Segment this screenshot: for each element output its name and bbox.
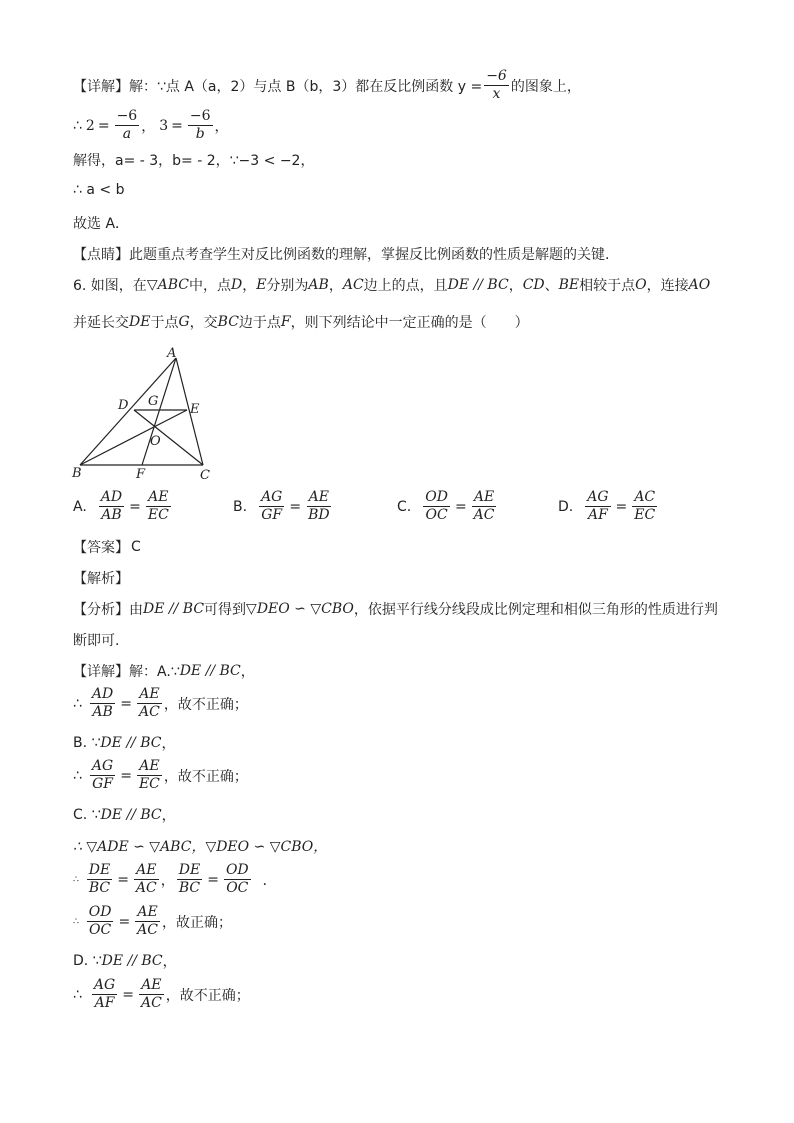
numerator: AE (136, 862, 157, 878)
text: 分别为 (266, 278, 309, 294)
text: ，则下列结论中一定正确的是（ ） (290, 315, 529, 331)
comment-line (73, 244, 609, 264)
fraction (90, 686, 115, 721)
text: ， (141, 118, 156, 135)
text: ， (161, 736, 176, 752)
denominator: AC (139, 704, 160, 720)
text: ， (214, 118, 229, 135)
denominator: BD (308, 507, 330, 523)
denominator: AF (587, 507, 608, 523)
detail-a-conclusion: ∴ $\frac{AD}{AB}$ = $\frac{AE}{AC}$ ，故不正确； (73, 686, 248, 720)
denominator: AC (135, 880, 157, 896)
therefore-symbol: ∴ (73, 916, 79, 927)
text: 边于点 (238, 315, 281, 331)
lhs: 2 (85, 117, 95, 134)
math: DE // BC (179, 663, 241, 679)
numerator: AG (587, 489, 609, 505)
therefore-symbol: ∴ (73, 767, 82, 784)
denominator: EC (147, 507, 169, 523)
text: ， (242, 278, 257, 294)
lhs: 3 (159, 117, 169, 134)
fraction (90, 758, 115, 793)
math: DE // BC (447, 277, 509, 293)
text: ，依据平行线分线段成比例定理和相似三角形的性质进行判 (353, 602, 718, 618)
detail-line-1 (73, 68, 581, 103)
text: ， (328, 278, 343, 294)
numerator: AE (473, 489, 495, 505)
text: ，连接 (646, 278, 689, 294)
detail-line-3: 解得，a= - 3，b= - 2，∵−3 < −2， (73, 153, 315, 169)
fraction (92, 977, 117, 1012)
math: F (280, 314, 291, 330)
numerator: −6 (116, 108, 138, 124)
label-A: A (167, 346, 177, 361)
text: ， (161, 808, 176, 824)
math: CD (522, 277, 545, 293)
denominator: BC (178, 880, 201, 896)
analysis-line-1 (73, 599, 718, 619)
denominator: OC (425, 507, 448, 523)
math: ▽ABC (146, 277, 189, 293)
section-tag: 【答案】 (73, 540, 129, 556)
numerator: DE (88, 862, 111, 878)
math: BC (217, 314, 239, 330)
math: AB (308, 277, 329, 293)
label-E: E (190, 402, 200, 417)
text: ，故不正确； (165, 987, 250, 1004)
detail-c-premise (73, 805, 176, 825)
fraction (99, 489, 124, 524)
detail-d-conclusion: ∴ $\frac{AG}{AF}$ = $\frac{AE}{AC}$ ，故不正确； (73, 977, 250, 1011)
numerator: AE (148, 489, 169, 505)
denominator: AF (94, 995, 115, 1011)
text: ，交 (189, 315, 218, 331)
option-letter: C. (397, 498, 412, 515)
text: 并延长交 (73, 315, 129, 331)
label-C: C (200, 468, 210, 483)
triangle-figure (70, 343, 230, 483)
question-line-1 (73, 275, 710, 295)
text: ，故不正确； (163, 696, 248, 713)
fraction (188, 108, 213, 143)
numerator: AG (91, 758, 114, 774)
analysis-line-2: 断即可. (73, 633, 120, 649)
numerator: AD (91, 686, 114, 702)
section-tag: 【点睛】 (73, 247, 129, 263)
detail-d-premise (73, 951, 177, 971)
numerator: AE (141, 977, 162, 993)
text: ， (160, 872, 175, 889)
therefore-symbol: ∴ (73, 986, 82, 1003)
numerator: AG (93, 977, 116, 993)
text: 于点 (150, 315, 179, 331)
math: AO (688, 277, 711, 293)
denominator: OC (88, 922, 112, 938)
detail-b-conclusion: ∴ $\frac{AG}{GF}$ = $\frac{AE}{EC}$ ，故不正确； (73, 758, 248, 792)
detail-b-premise (73, 733, 175, 753)
numerator: −6 (189, 108, 211, 124)
denominator: GF (261, 507, 283, 523)
text: ． (262, 872, 277, 889)
text: 解：∵点 A（a，2）与点 B（b，3）都在反比例函数 y = (129, 78, 483, 95)
detail-c-similarity (73, 836, 327, 856)
math: DE (129, 314, 151, 330)
text: 边上的点，且 (363, 278, 448, 294)
fraction (139, 977, 164, 1012)
option-c[interactable]: C. $\frac{OD}{OC}$ = $\frac{AE}{AC}$ (397, 489, 495, 523)
denominator: AC (137, 922, 158, 938)
math: DE // BC (143, 601, 205, 617)
denominator: BC (88, 880, 111, 896)
fraction (224, 862, 251, 897)
math: AC (342, 277, 364, 293)
numerator: OD (425, 489, 448, 505)
text: ， (162, 954, 177, 970)
numerator: AD (100, 489, 123, 505)
math: O (635, 277, 647, 293)
section-tag: 【详解】 (73, 664, 129, 680)
answer-value: C (131, 539, 141, 555)
denominator: GF (92, 776, 114, 792)
numerator: AE (139, 758, 160, 774)
option-b[interactable]: B. $\frac{AG}{GF}$ = $\frac{AE}{BD}$ (233, 489, 330, 523)
text: 相较于点 (579, 278, 636, 294)
numerator: DE (178, 862, 201, 878)
fraction (134, 862, 159, 897)
fraction (585, 489, 610, 524)
answer-line (73, 537, 141, 557)
fraction (423, 489, 450, 524)
segment-BE (80, 410, 187, 465)
denominator: EC (138, 776, 160, 792)
math: BE (558, 277, 580, 293)
label-O: O (150, 434, 161, 449)
text: ， (508, 278, 523, 294)
text: 解：A.∵ (129, 664, 180, 680)
fraction (115, 108, 140, 143)
fraction (259, 489, 284, 524)
jiexi-line: 【解析】 (73, 571, 129, 587)
fraction (306, 489, 332, 524)
text: 此题重点考查学生对反比例函数的理解，掌握反比例函数的性质是解题的关键. (129, 247, 610, 263)
math: E (256, 277, 267, 293)
denominator: AC (140, 995, 162, 1011)
section-tag: 【详解】 (73, 78, 129, 95)
denominator: AB (101, 507, 122, 523)
text: 、 (544, 278, 559, 294)
fraction (87, 904, 114, 939)
numerator: AE (139, 686, 160, 702)
math: G (178, 314, 190, 330)
option-d[interactable]: D. $\frac{AG}{AF}$ = $\frac{AC}{EC}$ (558, 489, 656, 523)
numerator: OD (88, 904, 112, 920)
question-line-2 (73, 312, 529, 332)
math: ∴ ▽ADE ∽ ▽ABC，▽DEO ∽ ▽CBO， (73, 839, 328, 855)
detail-c-ratios: ∴ $\frac{DE}{BC}$ = $\frac{AE}{AC}$ ， $\frac{DE}{BC}$ = $\frac{OD}{OC}$ ． (73, 862, 277, 896)
numerator: −6 (486, 68, 507, 84)
fraction (632, 489, 657, 524)
detail-line-2: ∴ 2 = $\frac{-6}{a}$ ， 3 = $\frac{-6}{b}$ ， (73, 108, 229, 142)
text: D. ∵ (73, 953, 102, 969)
math: DE // BC (100, 735, 162, 751)
fraction (146, 489, 171, 524)
math: DE // BC (100, 807, 162, 823)
detail-line-5: 故选 A． (73, 216, 130, 232)
therefore-symbol: ∴ (73, 874, 79, 885)
denominator: OC (226, 880, 249, 896)
detail-line-4: ∴ a < b (73, 182, 125, 198)
math: D (230, 277, 243, 293)
text: ，故正确； (162, 914, 232, 931)
numerator: AG (261, 489, 283, 505)
text: C. ∵ (73, 807, 101, 823)
math: ▽DEO ∽ ▽CBO (246, 601, 354, 617)
fraction (137, 686, 162, 721)
fraction (87, 862, 112, 897)
option-letter: B. (233, 498, 248, 515)
text: B. ∵ (73, 735, 101, 751)
option-letter: A. (73, 498, 87, 515)
text: ，故不正确； (163, 768, 248, 785)
fraction (484, 68, 509, 103)
numerator: AE (137, 904, 158, 920)
fraction (177, 862, 202, 897)
numerator: AC (634, 489, 656, 505)
text: 由 (129, 602, 143, 618)
section-tag: 【分析】 (73, 602, 129, 618)
denominator: AB (92, 704, 113, 720)
option-a[interactable]: A. $\frac{AD}{AB}$ = $\frac{AE}{EC}$ (73, 489, 169, 523)
denominator: AC (473, 507, 495, 523)
denominator: a (122, 126, 132, 142)
label-D: D (118, 398, 129, 413)
fraction (137, 758, 162, 793)
text: 的图象上， (510, 78, 581, 95)
label-B: B (72, 466, 82, 481)
fraction (135, 904, 160, 939)
numerator: OD (225, 862, 249, 878)
denominator: b (195, 126, 205, 142)
text: 中，点 (188, 278, 231, 294)
numerator: AE (308, 489, 330, 505)
label-F: F (136, 467, 146, 482)
text: 可得到 (204, 602, 247, 618)
denominator: EC (634, 507, 656, 523)
therefore-symbol: ∴ (73, 117, 82, 134)
label-G: G (148, 394, 159, 409)
detail-c-conclusion: ∴ $\frac{OD}{OC}$ = $\frac{AE}{AC}$ ，故正确； (73, 904, 232, 938)
text: ， (240, 664, 255, 680)
math: DE // BC (101, 953, 163, 969)
text: 6. 如图，在 (73, 278, 147, 294)
fraction (472, 489, 497, 524)
detail-a-premise (73, 661, 255, 681)
therefore-symbol: ∴ (73, 695, 82, 712)
option-letter: D. (558, 498, 574, 515)
denominator: x (492, 86, 501, 102)
